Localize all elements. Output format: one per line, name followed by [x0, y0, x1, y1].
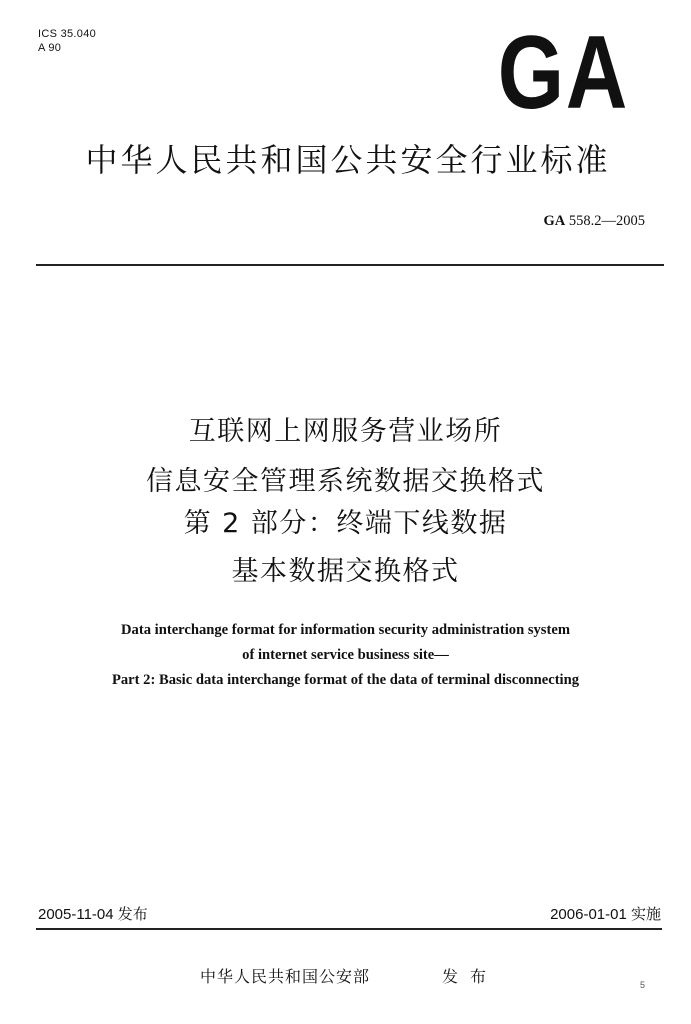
ccs-code: A 90	[38, 42, 62, 54]
bottom-divider	[36, 928, 662, 930]
issue-label: 发布	[442, 967, 499, 986]
cn-title-line-1: 互联网上网服务营业场所	[188, 416, 503, 447]
issuing-authority: 中华人民共和国公安部	[200, 967, 371, 986]
cn-title-line-4: 基本数据交换格式	[231, 556, 460, 587]
en-title-line-1: Data interchange format for information security administration system	[121, 622, 570, 638]
cn-title-line-3: 第 2 部分：终端下线数据	[183, 508, 508, 539]
standard-number-value: 558.2—2005	[568, 213, 645, 229]
cn-title-line-2: 信息安全管理系统数据交换格式	[146, 466, 545, 497]
standard-number	[544, 212, 646, 230]
ics-code: ICS 35.040	[38, 28, 97, 40]
ga-logo: GA	[497, 15, 629, 131]
page-mark: 5	[640, 980, 646, 990]
standard-category-title: 中华人民共和国公共安全行业标准	[85, 141, 611, 179]
en-title-line-2: of internet service business site—	[242, 647, 449, 663]
implement-date: 2006-01-01 实施	[550, 906, 661, 923]
publish-date: 2005-11-04 发布	[38, 906, 148, 923]
classification-codes	[38, 27, 96, 55]
standard-number-prefix: GA	[543, 213, 566, 229]
en-title-line-3: Part 2: Basic data interchange format of the data of terminal disconnecting	[111, 672, 580, 688]
top-divider	[36, 264, 664, 266]
